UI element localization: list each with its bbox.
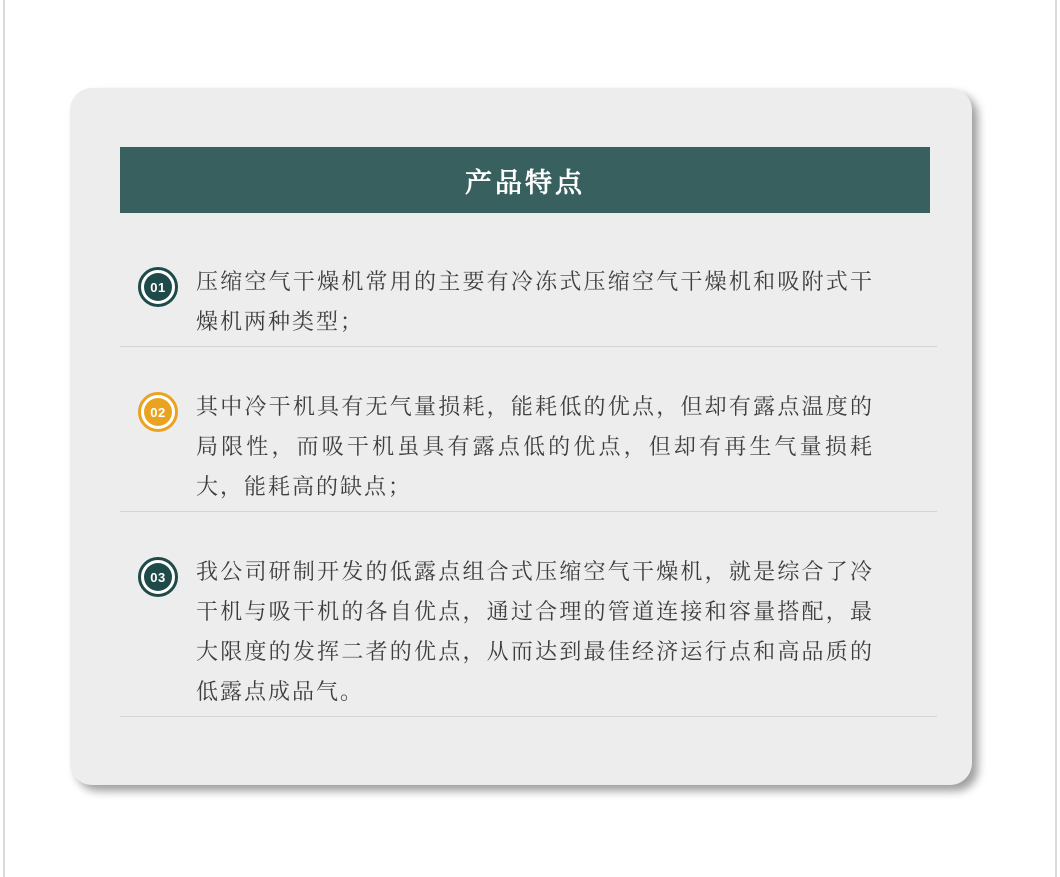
feature-number-2: 02	[144, 398, 172, 426]
section-title: 产品特点	[465, 167, 585, 198]
feature-item-3	[120, 512, 937, 717]
feature-number-3: 03	[144, 563, 172, 591]
feature-number-badge-3	[138, 557, 178, 597]
feature-text-1: 压缩空气干燥机常用的主要有冷冻式压缩空气干燥机和吸附式干燥机两种类型；	[196, 269, 874, 334]
feature-text-3: 我公司研制开发的低露点组合式压缩空气干燥机，就是综合了冷干机与吸干机的各自优点，通过合理的管道连接和容量搭配，最大限度的发挥二者的优点，从而达到最佳经济运行点和高品质的低露点成品气。	[196, 559, 874, 704]
feature-item-1	[120, 213, 937, 347]
feature-list	[120, 213, 937, 717]
page-right-border	[1055, 0, 1057, 877]
feature-text-2: 其中冷干机具有无气量损耗，能耗低的优点，但却有露点温度的局限性，而吸干机虽具有露点低的优点，但却有再生气量损耗大，能耗高的缺点；	[196, 394, 874, 499]
product-features-card	[70, 88, 972, 785]
section-header-bar	[120, 147, 930, 213]
feature-item-2	[120, 347, 937, 512]
page-left-border	[3, 0, 5, 877]
feature-number-badge-1	[138, 267, 178, 307]
feature-number-1: 01	[144, 273, 172, 301]
feature-number-badge-2	[138, 392, 178, 432]
